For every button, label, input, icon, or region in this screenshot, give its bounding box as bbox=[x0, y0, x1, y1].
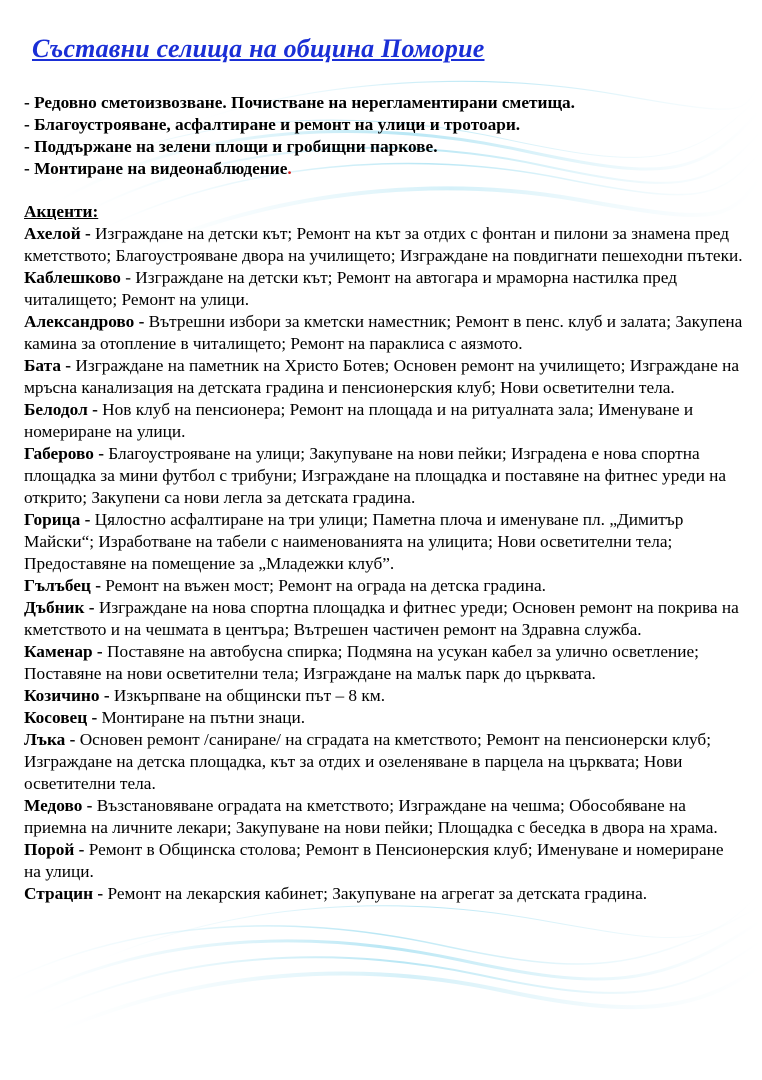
settlement-name: Горица - bbox=[24, 510, 91, 529]
settlement-description: Поставяне на автобусна спирка; Подмяна на усукан кабел за улично осветление; Поставяне на нови осветителни тела; Изграждане на малък парк до църквата. bbox=[24, 642, 699, 683]
wave-group-bottom bbox=[0, 890, 762, 1030]
bullet-item: - Благоустрояване, асфалтиране и ремонт на улици и тротоари. bbox=[24, 115, 521, 134]
settlement-description: Изграждане на нова спортна площадка и фитнес уреди; Основен ремонт на покрива на кметството и на чешмата в центъра; Вътрешен частичен ремонт на Здравна служба. bbox=[24, 598, 739, 639]
settlement-entry bbox=[24, 883, 744, 905]
settlement-name: Страцин - bbox=[24, 884, 104, 903]
settlement-description: - Изграждане на детски кът; Ремонт на автогара и мраморна настилка пред читалището; Ремонт на улици. bbox=[24, 268, 678, 309]
settlement-entry bbox=[24, 685, 744, 707]
bullet-item bbox=[24, 158, 744, 180]
accents-heading: Акценти: bbox=[24, 202, 99, 221]
settlement-description: Нов клуб на пенсионера; Ремонт на площада и на ритуалната зала; Именуване и номериране на улици. bbox=[24, 400, 694, 441]
settlement-description: Изграждане на паметник на Христо Ботев; Основен ремонт на училището; Изграждане на мръсна канализация на детската градина и пенсионерския клуб; Нови осветителни тела. bbox=[24, 356, 740, 397]
settlement-description: Изкърпване на общински път – 8 км. bbox=[109, 686, 386, 705]
settlement-description: Цялостно асфалтиране на три улици; Паметна плоча и именуване пл. „Димитър Майски“; Изработване на табели с наименованията на улицита; Нови осветителни тела; Предоставяне на помещение за „Младежки клуб”. bbox=[24, 510, 684, 573]
settlement-description: Основен ремонт /саниране/ на сградата на кметството; Ремонт на пенсионерски клуб; Изграждане на детска площадка, кът за отдих и озеленяване в парцела на църквата; Нови осветителни тела. bbox=[24, 730, 712, 793]
settlement-entry bbox=[24, 795, 744, 839]
settlement-entry bbox=[24, 839, 744, 883]
settlement-description: Благоустрояване на улици; Закупуване на нови пейки; Изградена е нова спортна площадка за мини футбол с трибуни; Изграждане на площадка и поставяне на фитнес уреди на открито; Закупени са нови легла за детската градина. bbox=[24, 444, 727, 507]
settlement-name: Козичино - bbox=[24, 686, 110, 705]
settlement-name: Дъбник - bbox=[24, 598, 95, 617]
page-title: Съставни селища на община Поморие bbox=[32, 34, 485, 63]
settlement-description: Изграждане на детски кът; Ремонт на кът за отдих с фонтан и пилони за знамена пред кметството; Благоустрояване двора на училището; Изграждане на повдигнати пешеходни пътеки. bbox=[24, 224, 743, 265]
settlement-description: Възстановяване оградата на кметството; Изграждане на чешма; Обособяване на приемна на личните лекари; Закупуване на нови пейки; Площадка с беседка в двора на храма. bbox=[24, 796, 718, 837]
settlement-description: Ремонт в Общинска столова; Ремонт в Пенсионерския клуб; Именуване и номериране на улици. bbox=[24, 840, 724, 881]
settlement-name: Габерово - bbox=[24, 444, 104, 463]
settlement-name: Порой - bbox=[24, 840, 85, 859]
settlement-name: Каменар - bbox=[24, 642, 103, 661]
settlement-entry bbox=[24, 729, 744, 795]
settlement-entry bbox=[24, 267, 744, 311]
settlement-name: Лъка - bbox=[24, 730, 76, 749]
settlement-name: Медово - bbox=[24, 796, 93, 815]
settlement-entry bbox=[24, 707, 744, 729]
settlement-name: Бата - bbox=[24, 356, 72, 375]
settlement-entry bbox=[24, 641, 744, 685]
settlement-entry bbox=[24, 575, 744, 597]
red-period-mark: . bbox=[287, 159, 292, 178]
settlement-entry bbox=[24, 509, 744, 575]
settlement-name: Александрово - bbox=[24, 312, 145, 331]
settlement-description: Вътрешни избори за кметски наместник; Ремонт в пенс. клуб и залата; Закупена камина за отопление в читалището; Ремонт на параклиса с аязмото. bbox=[24, 312, 743, 353]
settlement-name: Ахелой - bbox=[24, 224, 91, 243]
settlement-name: Белодол - bbox=[24, 400, 98, 419]
settlement-entry bbox=[24, 355, 744, 399]
settlement-name: Каблешково bbox=[24, 268, 121, 287]
bullet-item: - Поддържане на зелени площи и гробищни паркове. bbox=[24, 137, 438, 156]
bullet-list bbox=[24, 92, 744, 180]
settlement-name: Косовец - bbox=[24, 708, 98, 727]
document-body bbox=[24, 34, 744, 905]
bullet-item-text: - Монтиране на видеонаблюдение bbox=[24, 159, 288, 178]
settlement-entry bbox=[24, 311, 744, 355]
settlement-entry bbox=[24, 443, 744, 509]
bullet-item: - Редовно сметоизвозване. Почистване на нерегламентирани сметища. bbox=[24, 93, 575, 112]
settlement-description: Ремонт на лекарския кабинет; Закупуване на агрегат за детската градина. bbox=[103, 884, 648, 903]
settlement-list bbox=[24, 223, 744, 905]
settlement-entry bbox=[24, 399, 744, 443]
settlement-description: Ремонт на въжен мост; Ремонт на ограда на детска градина. bbox=[100, 576, 546, 595]
settlement-description: Монтиране на пътни знаци. bbox=[97, 708, 306, 727]
settlement-entry bbox=[24, 597, 744, 641]
settlement-entry bbox=[24, 223, 744, 267]
settlement-name: Гълъбец - bbox=[24, 576, 101, 595]
